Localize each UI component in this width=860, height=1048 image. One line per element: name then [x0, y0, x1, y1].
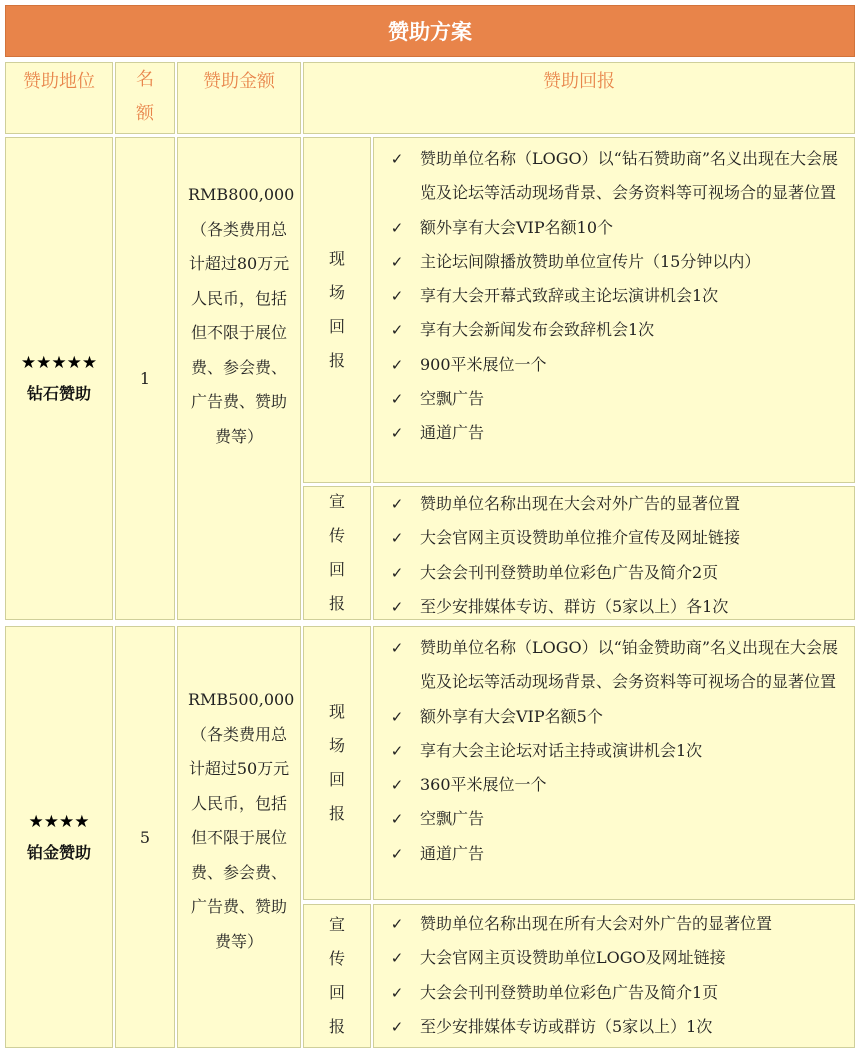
tier-name: 铂金赞助: [26, 842, 91, 862]
group-label: 宣传回报: [303, 486, 371, 620]
check-icon: ✓: [390, 597, 404, 616]
list-item: ✓ 赞助单位名称（LOGO）以“铂金赞助商”名义出现在大会展览及论坛等活动现场背景、会务资料等可视场合的显著位置: [374, 631, 854, 700]
group-label: 现场回报: [303, 626, 371, 900]
tier-amount: [177, 137, 301, 620]
list-item: ✓ 至少安排媒体专访、群访（5家以上）各1次: [374, 590, 854, 624]
header-amount: 赞助金额: [177, 62, 301, 134]
tier-amount-text: RMB800,000（各类费用总计超过80万元人民币，包括但不限于展位费、参会费、广告费、赞助费等）: [188, 185, 295, 446]
check-icon: ✓: [390, 424, 404, 443]
tier-quota: [115, 626, 175, 1048]
check-icon: ✓: [390, 355, 404, 374]
list-item: ✓ 通道广告: [374, 837, 854, 871]
check-icon: ✓: [390, 844, 404, 863]
list-item: ✓ 大会官网主页设赞助单位LOGO及网址链接: [374, 941, 854, 975]
list-item: ✓ 空飘广告: [374, 382, 854, 416]
tier-level: [5, 137, 113, 620]
group-label: 宣传回报: [303, 904, 371, 1048]
check-icon: ✓: [390, 639, 404, 657]
tier-stars: ★★★★★: [20, 353, 98, 373]
list-item: ✓ 享有大会开幕式致辞或主论坛演讲机会1次: [374, 279, 854, 313]
tier-amount-text: RMB500,000（各类费用总计超过50万元人民币，包括但不限于展位费、参会费、广告费、赞助费等）: [188, 690, 295, 951]
tier-amount: [177, 626, 301, 1048]
list-item: ✓ 赞助单位名称出现在大会对外广告的显著位置: [374, 487, 854, 521]
check-icon: ✓: [390, 741, 404, 760]
check-icon: ✓: [390, 915, 404, 933]
table-title: 赞助方案: [5, 5, 855, 57]
list-item: ✓ 至少安排媒体专访或群访（5家以上）1次: [374, 1010, 854, 1044]
check-icon: ✓: [390, 150, 404, 168]
tier-name: 钻石赞助: [26, 384, 91, 403]
tier-level: [5, 626, 113, 1048]
check-icon: ✓: [390, 707, 404, 726]
check-icon: ✓: [390, 983, 404, 1002]
tier-quota-value: 1: [139, 369, 151, 388]
returns-list: [373, 137, 855, 483]
returns-list: [373, 904, 855, 1048]
check-icon: ✓: [390, 287, 404, 306]
list-item: ✓ 空飘广告: [374, 802, 854, 836]
list-item: ✓ 大会会刊刊登赞助单位彩色广告及简介1页: [374, 976, 854, 1010]
check-icon: ✓: [390, 495, 404, 513]
list-item: ✓ 大会官网主页设赞助单位推介宣传及网址链接: [374, 521, 854, 555]
header-quota: 名额: [115, 62, 175, 134]
check-icon: ✓: [390, 563, 404, 582]
list-item: ✓ 赞助单位名称出现在所有大会对外广告的显著位置: [374, 907, 854, 941]
list-item: ✓ 额外享有大会VIP名额5个: [374, 700, 854, 734]
list-item: ✓ 享有大会主论坛对话主持或演讲机会1次: [374, 734, 854, 768]
header-returns: 赞助回报: [303, 62, 855, 134]
list-item: ✓ 900平米展位一个: [374, 348, 854, 382]
check-icon: ✓: [390, 321, 404, 340]
list-item: ✓ 360平米展位一个: [374, 768, 854, 802]
check-icon: ✓: [390, 949, 404, 968]
list-item: ✓ 额外享有大会VIP名额10个: [374, 211, 854, 245]
group-label: 现场回报: [303, 137, 371, 483]
tier-stars: ★★★★: [28, 811, 90, 832]
list-item: ✓ 享有大会新闻发布会致辞机会1次: [374, 313, 854, 347]
check-icon: ✓: [390, 810, 404, 829]
returns-list: [373, 626, 855, 900]
list-item: ✓ 主论坛间隙播放赞助单位宣传片（15分钟以内）: [374, 245, 854, 279]
tier-quota: [115, 137, 175, 620]
check-icon: ✓: [390, 252, 404, 271]
check-icon: ✓: [390, 218, 404, 237]
check-icon: ✓: [390, 776, 404, 795]
tier-quota-value: 5: [139, 827, 151, 847]
list-item: ✓ 赞助单位名称（LOGO）以“钻石赞助商”名义出现在大会展览及论坛等活动现场背景、会务资料等可视场合的显著位置: [374, 142, 854, 211]
returns-list: [373, 486, 855, 620]
list-item: ✓ 大会会刊刊登赞助单位彩色广告及简介2页: [374, 556, 854, 590]
list-item: ✓ 通道广告: [374, 416, 854, 450]
header-level: 赞助地位: [5, 62, 113, 134]
check-icon: ✓: [390, 390, 404, 409]
check-icon: ✓: [390, 1017, 404, 1036]
check-icon: ✓: [390, 529, 404, 548]
